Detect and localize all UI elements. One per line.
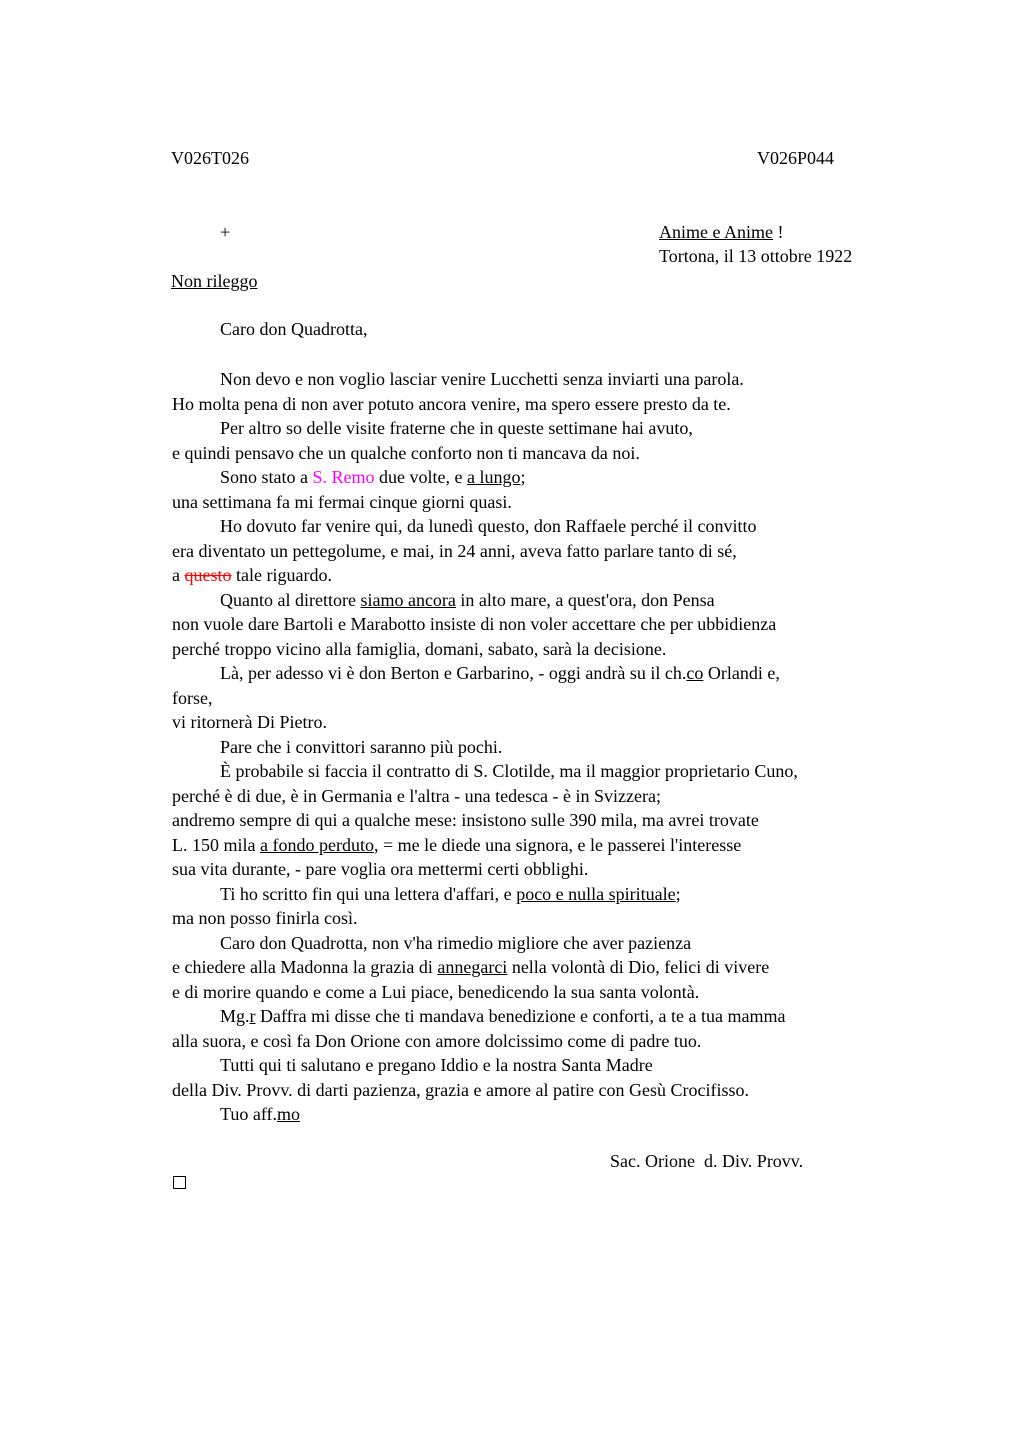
text-run: ; <box>520 467 526 487</box>
body-line: vi ritornerà Di Pietro. <box>172 712 327 732</box>
underlined-a-lungo: a lungo <box>467 467 521 487</box>
body-line <box>172 882 892 907</box>
underlined-co: co <box>686 663 704 683</box>
text-run: Ti ho scritto fin qui una lettera d'affari, e <box>220 883 517 904</box>
body-line: e quindi pensavo che un qualche conforto non ti mancava da noi. <box>172 442 640 463</box>
body-line: Per altro so delle visite fraterne che in queste settimane hai avuto, <box>220 418 693 438</box>
body-line: perché è di due, è in Germania e l'altra - una tedesca - è in Svizzera; <box>172 785 661 806</box>
left-code: V026T026 <box>171 148 249 168</box>
body-line <box>172 1102 892 1127</box>
note-non-rileggo: Non rileggo <box>171 271 258 291</box>
letter-body <box>172 367 892 1127</box>
right-code: V026P044 <box>757 148 835 168</box>
text-run: Quanto al direttore <box>220 589 361 610</box>
empty-square-icon <box>173 1176 186 1189</box>
signature: Sac. Orione d. Div. Provv. <box>610 1151 804 1171</box>
text-run: ; <box>675 883 681 904</box>
body-line: della Div. Provv. di darti pazienza, grazia e amore al patire con Gesù Crocifisso. <box>172 1079 749 1100</box>
body-line: alla suora, e così fa Don Orione con amore dolcissimo come di padre tuo. <box>172 1030 702 1051</box>
text-run: nella volontà di Dio, felici di vivere <box>507 957 770 977</box>
body-line <box>172 955 892 980</box>
text-run: , = me le diede una signora, e le passerei l'interesse <box>373 834 742 855</box>
text-run: e chiedere alla Madonna la grazia di <box>172 957 438 977</box>
text-run: L. 150 mila <box>172 834 260 855</box>
deleted-word: questo <box>184 565 232 585</box>
body-line <box>172 833 892 858</box>
text-run: Tuo aff. <box>220 1104 278 1124</box>
body-line: una settimana fa mi fermai cinque giorni quasi. <box>172 491 512 512</box>
body-line: È probabile si faccia il contratto di S. Clotilde, ma il maggior proprietario Cuno, <box>220 761 798 781</box>
s-remo-highlight: S. Remo <box>312 467 375 487</box>
body-line: e di morire quando e come a Lui piace, benedicendo la sua santa volontà. <box>172 981 700 1002</box>
body-line: andremo sempre di qui a qualche mese: insistono sulle 390 mila, ma avrei trovate <box>172 810 759 830</box>
text-run: a <box>172 565 185 585</box>
motto-underlined: Anime e Anime <box>659 222 773 242</box>
body-line <box>172 588 892 613</box>
body-line: Pare che i convittori saranno più pochi. <box>220 736 503 757</box>
motto-exclamation: ! <box>772 222 784 242</box>
text-run: Mg. <box>220 1006 250 1026</box>
body-line: era diventato un pettegolume, e mai, in 24 anni, aveva fatto parlare tanto di sé, <box>172 540 737 561</box>
text-run: in alto mare, a quest'ora, don Pensa <box>455 589 715 610</box>
body-line: ma non posso finirla così. <box>172 908 358 928</box>
text-run: Daffra mi disse che ti mandava benedizione e conforti, a te a tua mamma <box>255 1006 786 1026</box>
body-line: Non devo e non voglio lasciar venire Lucchetti senza inviarti una parola. <box>220 369 744 389</box>
body-line <box>172 465 892 490</box>
underlined-r: r <box>249 1006 256 1026</box>
salutation: Caro don Quadrotta, <box>220 319 368 339</box>
motto <box>659 220 783 244</box>
underlined-a-fondo-perduto: a fondo perduto <box>260 834 374 855</box>
text-run: Là, per adesso vi è don Berton e Garbarino, - oggi andrà su il ch. <box>220 663 687 683</box>
body-line: perché troppo vicino alla famiglia, domani, sabato, sarà la decisione. <box>172 638 667 659</box>
text-run: Sono stato a <box>220 467 313 487</box>
body-line: Ho dovuto far venire qui, da lunedì questo, don Raffaele perché il convitto <box>220 516 757 536</box>
place-date: Tortona, il 13 ottobre 1922 <box>659 246 853 266</box>
underlined-annegarci: annegarci <box>437 957 508 977</box>
body-line <box>172 563 892 588</box>
body-line: Ho molta pena di non aver potuto ancora venire, ma spero essere presto da te. <box>172 393 731 414</box>
text-run: tale riguardo. <box>231 565 332 585</box>
body-line: Tutti qui ti salutano e pregano Iddio e la nostra Santa Madre <box>220 1055 653 1075</box>
body-line <box>172 1004 892 1029</box>
underlined-poco-e-nulla-spirituale: poco e nulla spirituale <box>516 883 676 904</box>
underlined-siamo-ancora: siamo ancora <box>360 589 456 610</box>
body-line: non vuole dare Bartoli e Marabotto insiste di non voler accettare che per ubbidienza <box>172 614 777 634</box>
body-line: sua vita durante, - pare voglia ora mettermi certi obblighi. <box>172 859 589 879</box>
underlined-mo: mo <box>277 1104 301 1124</box>
text-run: due volte, e <box>374 467 467 487</box>
text-run: Orlandi e, <box>703 663 780 683</box>
body-line: Caro don Quadrotta, non v'ha rimedio migliore che aver pazienza <box>220 932 692 953</box>
body-line <box>172 661 892 686</box>
cross-mark: + <box>220 222 231 242</box>
body-line: forse, <box>172 687 213 708</box>
